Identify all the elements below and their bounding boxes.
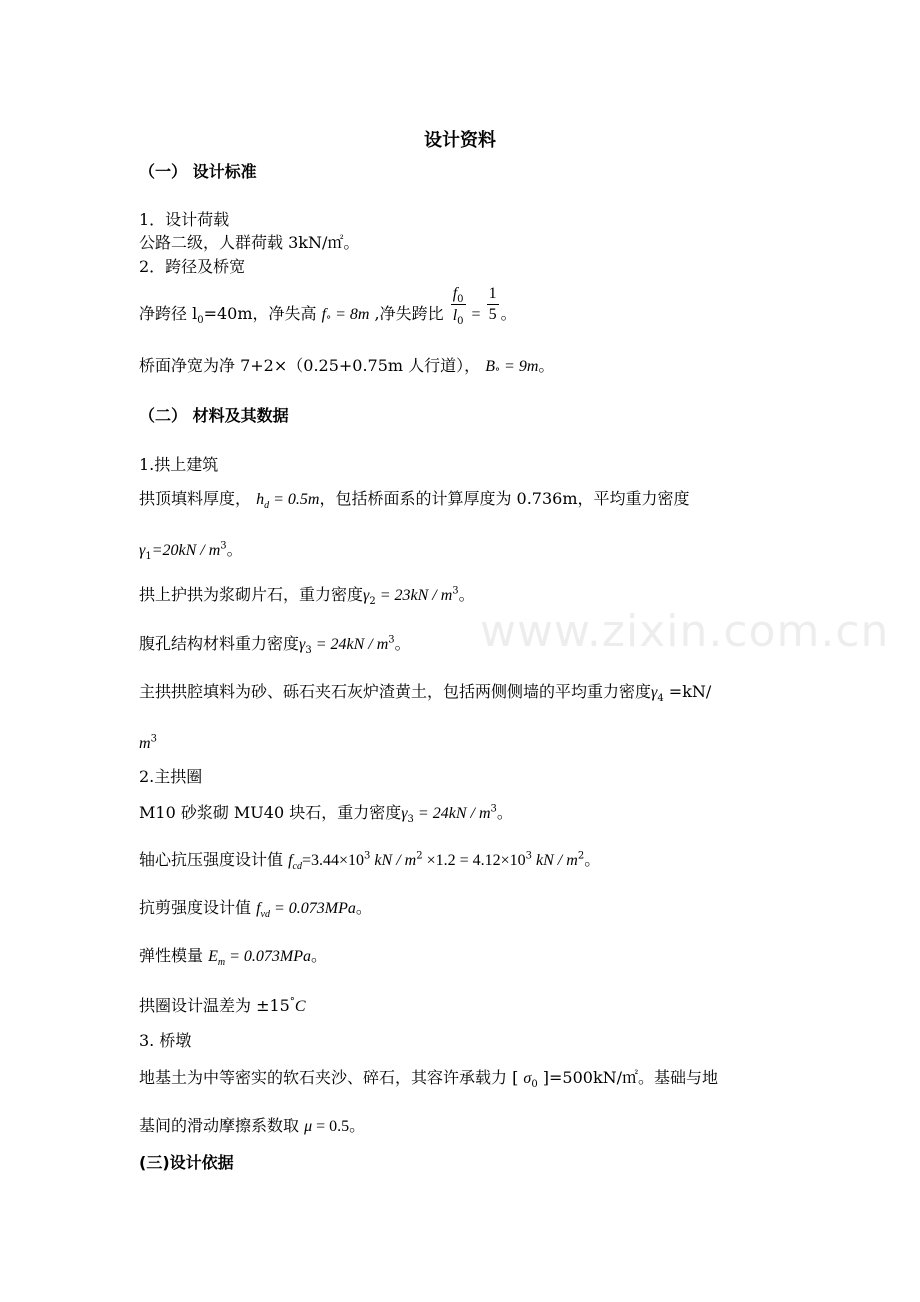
section-heading-materials: （二） 材料及其数据 [139,406,289,425]
compressive-strength-line: 轴心抗压强度设计值 $f_{cd}=3.44\times 10^3$ kN / $m^2 \times 1.2 = 4.12\times 10^3$ kN / $m^2$。 [139,850,601,873]
document-title: 设计资料 [424,130,496,151]
gamma4-unit-continued: $m^3$ [139,733,157,752]
item-design-load: 1．设计荷载 [139,210,230,229]
design-load-text: 公路二级，人群荷载 3kN/㎡。 [139,233,360,252]
gamma1-line: $\gamma_1=20kN / m^3$。 [139,540,243,563]
section-heading-basis: (三)设计依据 [139,1153,234,1172]
shear-strength-line: 抗剪强度设计值 $f_{vd} = 0.073MPa$。 [139,898,372,921]
elastic-modulus-line: 弹性模量 $E_m = 0.073MPa$。 [139,946,328,969]
watermark: www.zixin.com.cn [480,606,890,657]
gamma2-line: 拱上护拱为浆砌片石，重力密度$\gamma_2 = 23kN / m^3$。 [139,585,475,608]
fill-thickness-line: 拱顶填料厚度， $h_d = 0.5m$，包括桥面系的计算厚度为 0.736m，平均重力密度 [139,489,690,512]
masonry-density-line: M10 砂浆砌 MU40 块石，重力密度$\gamma_3 = 24kN / m^3$。 [139,803,513,826]
item-main-arch-ring: 2.主拱圈 [139,767,203,786]
item-span-width: 2．跨径及桥宽 [139,257,246,276]
gamma3-line: 腹孔结构材料重力密度$\gamma_3 = 24kN / m^3$。 [139,634,411,657]
ratio-fraction: $\frac{1}{5}$ [488,285,497,323]
deck-width-line: 桥面净宽为净 7+2×（0.25+0.75m 人行道）， $B^\circ = 9m$。 [139,356,555,379]
item-pier: 3. 桥墩 [139,1031,192,1050]
item-superstructure: 1.拱上建筑 [139,455,219,474]
friction-coefficient-line: 基间的滑动摩擦系数取 μ = 0.5。 [139,1116,366,1135]
gamma4-line: 主拱拱腔填料为砂、砾石夹石灰炉渣黄土，包括两侧侧墙的平均重力密度$\gamma_4 =kN/$ [139,682,712,705]
section-heading-standards: （一） 设计标准 [139,162,257,181]
span-line: 净跨径 $l_0=40m$，净失高 $f^\circ = 8m$ ,净失跨比 $\frac{f_0}{l_0}$ = $\frac{1}{5}$ 。 [139,285,517,328]
rise-span-fraction: $\frac{f_0}{l_0}$ [452,285,464,328]
foundation-capacity-line: 地基土为中等密实的软石夹沙、碎石，其容许承载力 [ $\sigma_0$ ]=500kN/㎡。基础与地 [139,1068,719,1091]
temperature-line: 拱圈设计温差为 ±15°C [139,996,306,1015]
